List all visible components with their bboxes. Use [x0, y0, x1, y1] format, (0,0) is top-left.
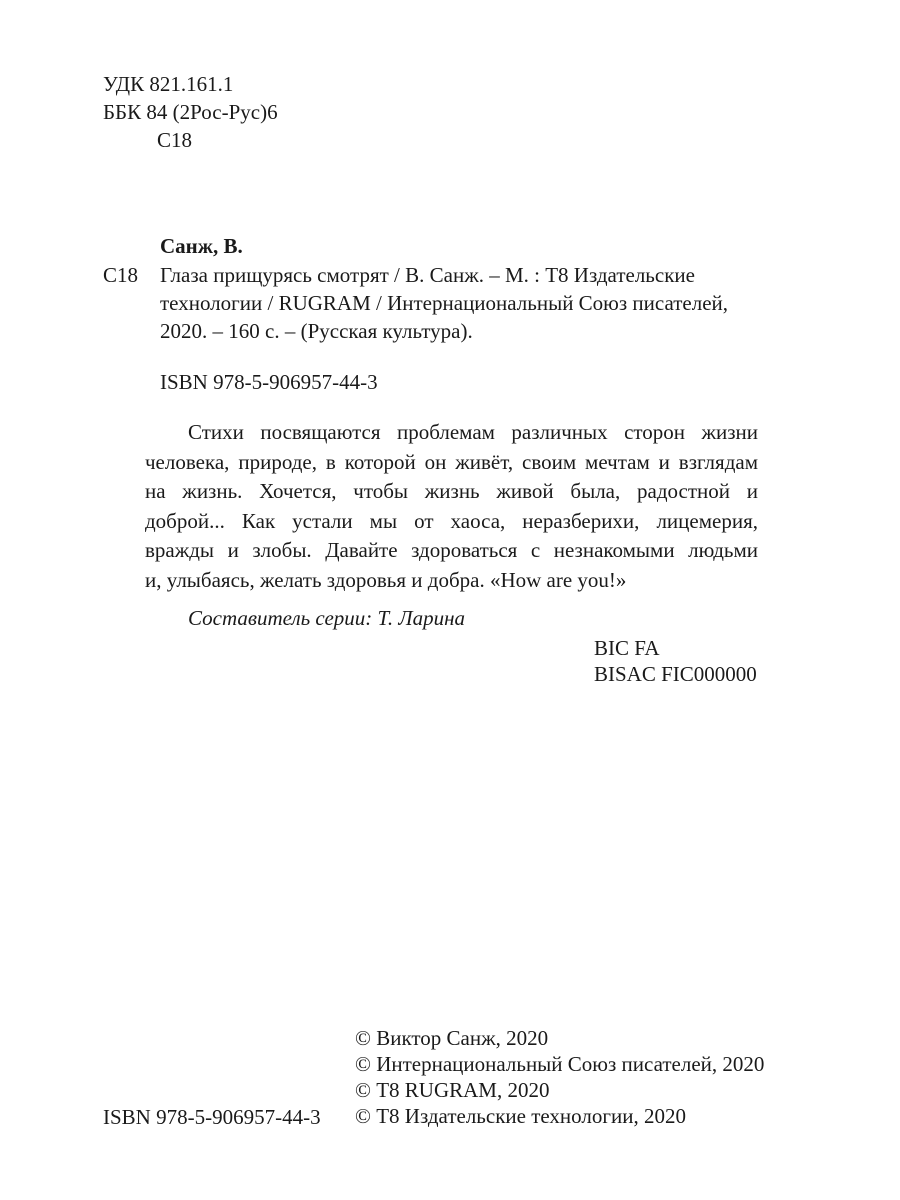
catalog-line: Глаза прищурясь смотрят / В. Санж. – М. : Т8 Издательские: [160, 263, 695, 287]
annotation-line: на жизнь. Хочется, чтобы жизнь живой была, радостной и: [145, 479, 758, 504]
annotation-paragraph: [145, 418, 758, 596]
annotation-line: Стихи посвящаются проблемам различных сторон жизни: [188, 420, 758, 444]
annotation-line: человека, природе, в которой он живёт, своим мечтам и взглядам: [145, 449, 758, 474]
bbk-code: ББК 84 (2Рос-Рус)6: [103, 100, 278, 124]
author-sign-code: С18: [157, 128, 193, 152]
copyright-block: [355, 1025, 764, 1129]
series-compiler: Составитель серии: Т. Ларина: [188, 606, 466, 630]
udk-code: УДК 821.161.1: [103, 72, 234, 96]
annotation-line: доброй... Как устали мы от хаоса, неразберихи, лицемерия,: [145, 508, 758, 533]
annotation-line: вражды и злобы. Давайте здороваться с незнакомыми людьми: [145, 538, 758, 563]
catalog-author-sign: С18: [103, 263, 139, 287]
copyright-line: © Интернациональный Союз писателей, 2020: [355, 1052, 765, 1076]
isbn-footer: ISBN 978-5-906957-44-3: [103, 1105, 321, 1129]
isbn-main: ISBN 978-5-906957-44-3: [160, 370, 378, 394]
catalog-description: [160, 261, 760, 345]
catalog-line: 2020. – 160 с. – (Русская культура).: [160, 319, 473, 343]
copyright-line: © Т8 RUGRAM, 2020: [355, 1078, 550, 1102]
catalog-author: Санж, В.: [160, 234, 243, 258]
bisac-code: BISAC FIC000000: [594, 662, 757, 686]
catalog-line: технологии / RUGRAM / Интернациональный Союз писателей,: [160, 291, 729, 315]
copyright-line: © Т8 Издательские технологии, 2020: [355, 1104, 686, 1128]
copyright-line: © Виктор Санж, 2020: [355, 1026, 549, 1050]
bic-code: BIC FA: [594, 636, 660, 660]
annotation-line: и, улыбаясь, желать здоровья и добра. «How are you!»: [145, 567, 627, 592]
